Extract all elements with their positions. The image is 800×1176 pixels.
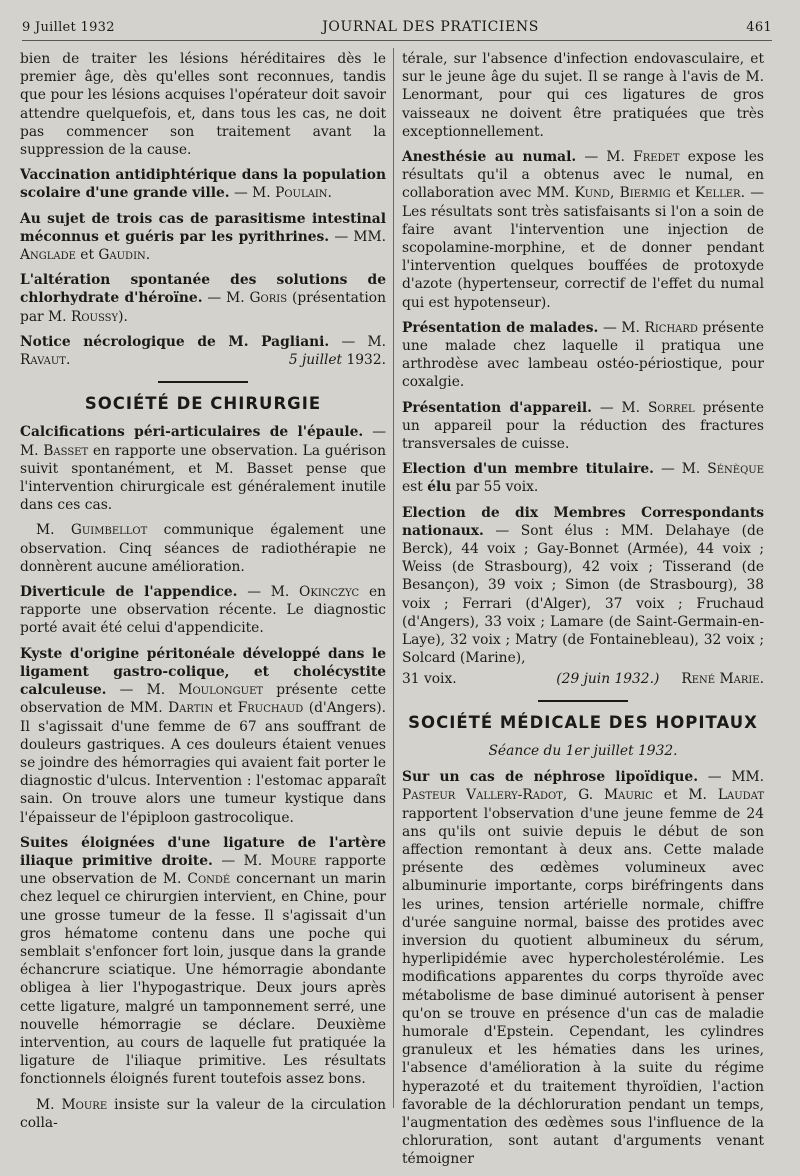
entry-anesthesie: Anesthésie au numal. — M. Fredet expose les résultats qu'il a obtenus avec le numal, en collaboration avec MM. Kund, Biermig et Keller. — Les résultats sont très satisfaisants si l'on a soin de faire avant l'intervention une injection de scopolamine-morphine, et de donner pendant l'intervention quelques bouffées de protoxyde d'azote (hypertenseur, correctif de l'effet du numal qui est hypotenseur).	[402, 149, 764, 311]
notice-date: 5 juillet 1932.	[288, 352, 386, 369]
author-name: Condé	[187, 871, 231, 888]
section-rule	[158, 381, 248, 383]
signature-name: René Marie.	[681, 670, 764, 687]
entry-title: Au sujet de trois cas de parasitisme intestinal méconnus et guéris par les pyrithrines.	[20, 210, 386, 245]
section-heading-medicale: SOCIÉTÉ MÉDICALE DES HOPITAUX	[408, 712, 758, 732]
left-column	[20, 50, 386, 1139]
column-divider	[393, 48, 394, 1108]
author-name: Sorrel	[647, 399, 695, 416]
author-name: Keller	[694, 185, 741, 202]
entry-kyste: Kyste d'origine péritonéale développé dans le ligament gastro-colique, et cholécystite calculeuse. — M. Moulonguet présente cette observation de MM. Dartin et Fruchaud (d'Angers). Il s'agissait d'une femme de 67 ans souffrant de douleurs gastriques. A ces douleurs étaient venues se joindre des hémorragies qui avaient fait porter le diagnostic d'ulcus. Intervention : l'estomac apparaît sain. On trouve alors une tumeur kystique dans l'épaisseur de l'épiploon gastrocolique.	[20, 645, 387, 826]
running-header	[22, 14, 772, 41]
entry-title: Présentation d'appareil.	[402, 399, 592, 416]
author-name: Poulain.	[275, 185, 332, 202]
intro-paragraph: bien de traiter les lésions héréditaires dès le premier âge, dès qu'elles sont reconnues, tandis que pour les lésions acquises l'opérateur doit savoir attendre quelquefois, et, dans tous les cas, ne doit pas commencer son traitement avant la suppression de la cause.	[20, 51, 386, 159]
author-name: Okinczyc	[299, 584, 360, 601]
entry-presentation-malades: Présentation de malades. — M. Richard présente une malade chez laquelle il pratiqua une arthrodèse avec lambeau ostéo-périostique, pour coxalgie.	[402, 319, 764, 391]
entry-calcifications: Calcifications péri-articulaires de l'épaule. — M. Basset en rapporte une observation. La guérison suivit spontanément, et M. Basset pense que l'intervention chirurgicale est généralement inutile dans ces cas.	[20, 424, 387, 514]
author-name: Richard	[644, 319, 698, 336]
entry-diverticule: Diverticule de l'appendice. — M. Okinczyc en rapporte une observation récente. Le diagnostic porté avait été celui d'appendicite.	[20, 584, 387, 637]
author-name: Goris	[249, 290, 288, 307]
entry-title: Diverticule de l'appendice.	[20, 584, 238, 601]
author-name: Ravaut.	[20, 352, 71, 369]
entry-title: Anesthésie au numal.	[402, 149, 577, 166]
author-name: Moure	[270, 852, 317, 869]
author-name: Fruchaud	[237, 700, 304, 717]
author-name: Biermig	[619, 185, 671, 202]
entry-title: Sur un cas de néphrose lipoïdique.	[402, 769, 699, 786]
author-name: M. Laudat	[688, 787, 764, 804]
author-name: Moure	[61, 1096, 108, 1113]
entry-notice-necrologique: Notice nécrologique de M. Pagliani. — M. Ravaut. 5 juillet 1932.	[20, 333, 386, 369]
entry-title: Suites éloignées d'une ligature de l'artère iliaque primitive droite.	[20, 834, 386, 869]
entry-vaccination: Vaccination antidiphtérique dans la population scolaire d'une grande ville. — M. Poulain.	[20, 167, 386, 202]
author-name: Gaudin.	[98, 247, 151, 264]
section-rule	[538, 700, 628, 702]
entry-heroine: L'altération spontanée des solutions de chlorhydrate d'héroïne. — M. Goris (présentation par M. Roussy).	[20, 272, 386, 325]
continuation-paragraph: térale, sur l'absence d'infection endovasculaire, et sur le jeune âge du sujet. Il se range à l'avis de M. Lenormant, pour qui ces ligatures de gros vaisseaux ne doivent être pratiquées que très exceptionnellement.	[402, 51, 764, 140]
author-name: Pasteur Vallery-Radot	[402, 787, 563, 804]
section-heading-chirurgie: SOCIÉTÉ DE CHIRURGIE	[84, 394, 322, 414]
header-page-number: 461	[746, 19, 772, 35]
calcifications-followup: M. Guimbellot communique également une observation. Cinq séances de radiothérapie ne donnèrent aucune amélioration.	[20, 522, 386, 575]
author-name: G. Mauric	[578, 787, 653, 804]
entry-election-titulaire: Election d'un membre titulaire. — M. Sénèque est élu par 55 voix.	[402, 461, 765, 496]
right-column	[402, 50, 764, 1176]
seance-date: Séance du 1er juillet 1932.	[488, 742, 678, 759]
election-signature-line: 31 voix. (29 juin 1932.) René Marie.	[402, 670, 764, 687]
entry-title: L'altération spontanée des solutions de chlorhydrate d'héroïne.	[20, 272, 386, 307]
entry-title: Présentation de malades.	[402, 319, 599, 336]
author-name: Fredet	[633, 149, 680, 166]
moure-continuation: M. Moure insiste sur la valeur de la circulation colla-	[20, 1096, 386, 1131]
entry-suites-ligature: Suites éloignées d'une ligature de l'artère iliaque primitive droite. — M. Moure rapporte une observation de M. Condé concernant un marin chez lequel ce chirurgien intervient, en Chine, pour une grosse tumeur de la fesse. Il s'agissait d'un gros hématome contenu dans une poche qui semblait s'enfoncer fort loin, jusque dans la grande échancrure sciatique. Une hémorragie abondante obligea à lier l'hypogastrique. Deux jours après cette ligature, malgré un tamponnement serré, une nouvelle hémorragie se déclare. Deuxième intervention, au cours de laquelle fut pratiquée la ligature de l'iliaque primitive. Les résultats fonctionnels éloignés furent toutefois assez bons.	[20, 834, 386, 1088]
header-date: 9 Juillet 1932	[22, 19, 115, 35]
author-name: Dartin	[168, 700, 214, 717]
entry-nephrose: Sur un cas de néphrose lipoïdique. — MM. Pasteur Vallery-Radot, G. Mauric et M. Laudat rapportent l'observation d'une jeune femme de 24 ans qu'ils ont suivie depuis le début de son affection remontant à deux ans. Cette malade présente des œdèmes volumineux avec albuminurie importante, corps biréfringents dans les urines, tension artérielle normale, chiffre d'urée sanguine normal, baisse des protides avec inversion du quotient albumineux du sérum, hyperlipidémie avec hypercholestérolémie. Les modifications apparentes du corps thyroïde avec métabolisme de base diminué autorisent à penser qu'on se trouve en présence d'un cas de maladie humorale d'Epstein. Cependant, les cylindres granuleux et les hématies dans les urines, l'absence d'amélioration à la suite du régime hyperazoté et du traitement thyroïdien, l'action favorable de la déchloruration pendant un temps, l'augmentation des œdèmes sous l'influence de la chloruration, sont autant d'arguments venant témoigner	[402, 769, 764, 1168]
entry-presentation-appareil: Présentation d'appareil. — M. Sorrel présente un appareil pour la réduction des fractures transversales de cuisse.	[402, 399, 764, 453]
author-name: Basset	[43, 442, 89, 459]
entry-title: Vaccination antidiphtérique dans la population scolaire d'une grande ville.	[20, 167, 386, 202]
entry-election-correspondants: Election de dix Membres Correspondants nationaux. — Sont élus : MM. Delahaye (de Berck), 44 voix ; Gay-Bonnet (Armée), 44 voix ; Weiss (de Strasbourg), 42 voix ; Tisserand (de Besançon), 39 voix ; Simon (de Strasbourg), 38 voix ; Ferrari (d'Alger), 37 voix ; Fruchaud (d'Angers), 33 voix ; Lamare (de Saint-Germain-en-Laye), 32 voix ; Matry (de Fontainebleau), 32 voix ; Solcard (Marine),	[402, 504, 764, 667]
author-name: Kund	[574, 185, 610, 202]
election-date: (29 juin 1932.)	[556, 670, 660, 687]
entry-title: Kyste d'origine péritonéale développé dans le ligament gastro-colique, et cholécystite calculeuse.	[20, 645, 386, 699]
author-name: Moulonguet	[178, 682, 264, 699]
entry-title: Election de dix Membres Correspondants nationaux.	[402, 504, 764, 539]
entry-parasitisme: Au sujet de trois cas de parasitisme intestinal méconnus et guéris par les pyrithrines. — MM. Anglade et Gaudin.	[20, 210, 386, 264]
entry-title: Election d'un membre titulaire.	[402, 461, 654, 478]
author-name: Guimbellot	[70, 522, 148, 539]
author-name: Anglade	[20, 247, 76, 264]
entry-title: Notice nécrologique de M. Pagliani.	[20, 333, 330, 350]
entry-title: Calcifications péri-articulaires de l'épaule.	[20, 424, 364, 441]
header-journal-title: JOURNAL DES PRATICIENS	[322, 19, 539, 35]
author-name: Sénèque	[707, 461, 765, 478]
author-name: Roussy	[70, 308, 119, 325]
